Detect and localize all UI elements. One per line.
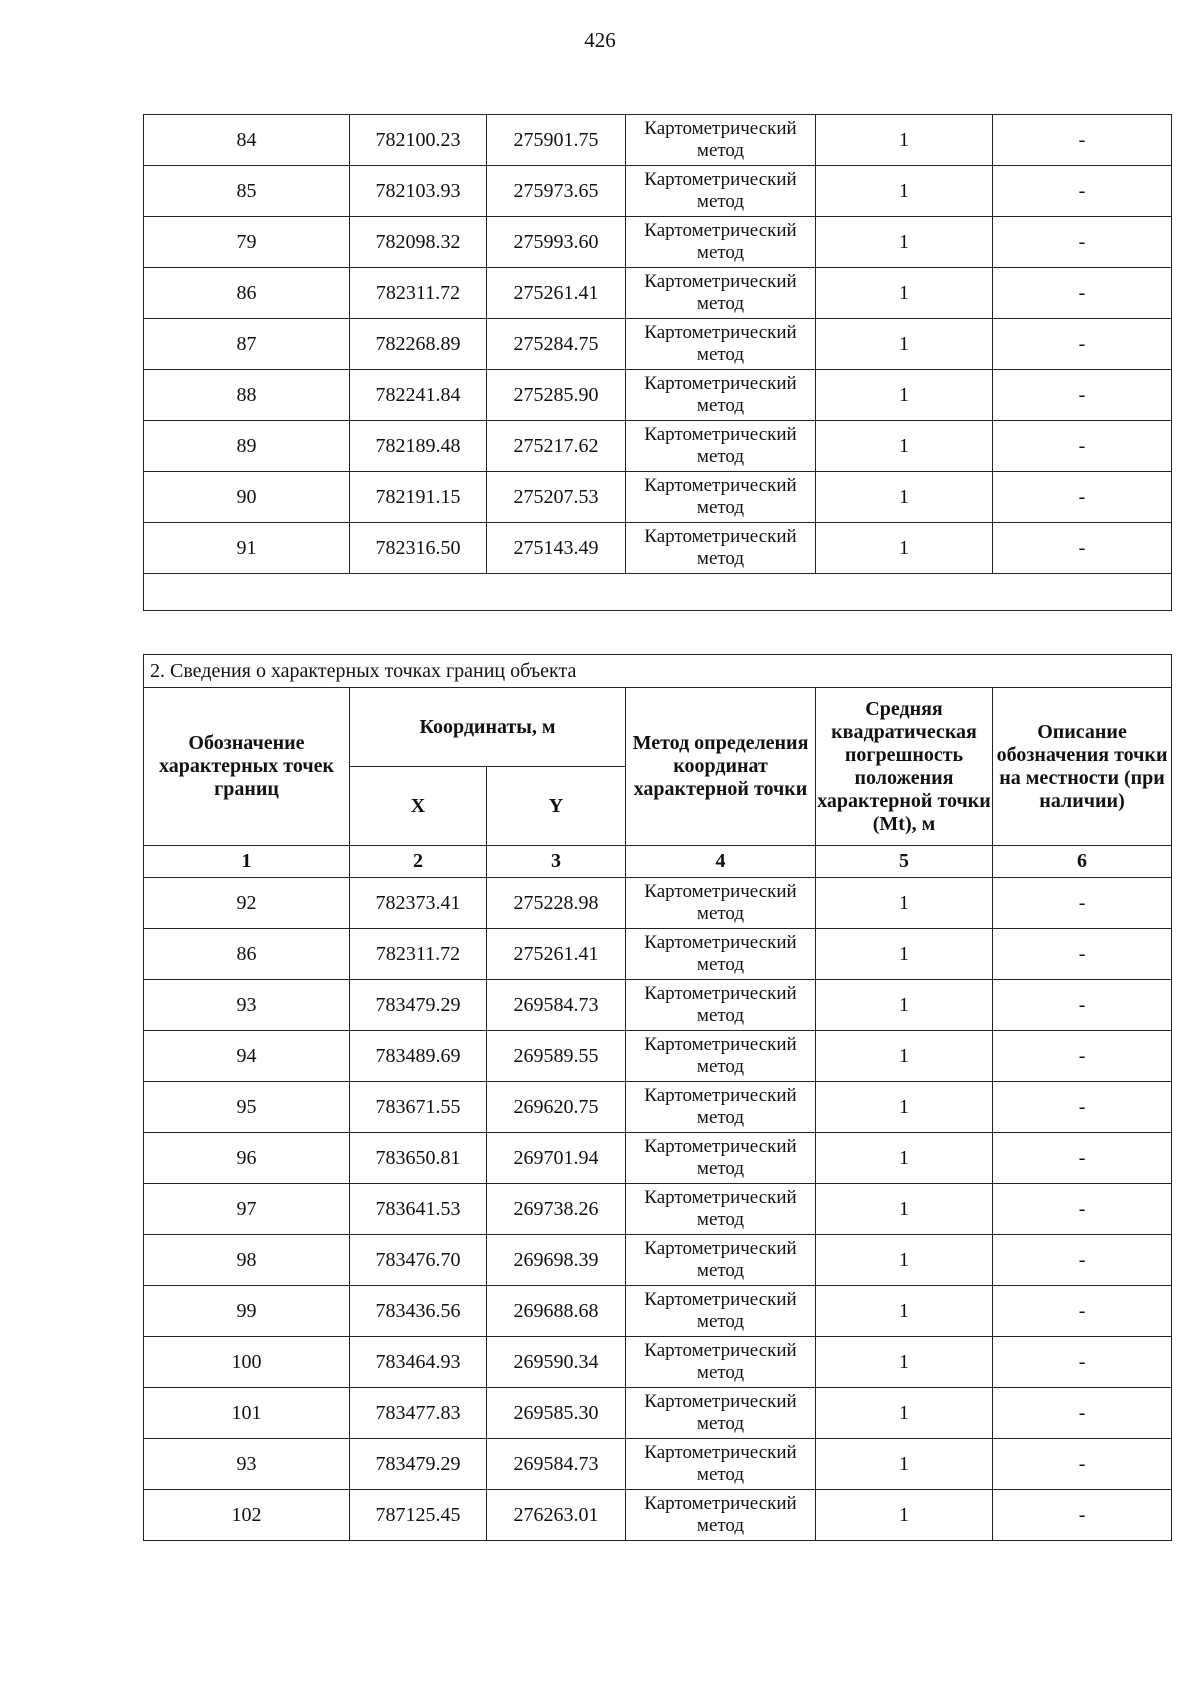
point-cell: 93 xyxy=(144,980,350,1031)
mt-cell: 1 xyxy=(816,1184,993,1235)
table-row xyxy=(144,929,1172,980)
x-cell: 782103.93 xyxy=(350,166,487,217)
method-cell xyxy=(626,1184,816,1235)
description-cell: - xyxy=(993,1286,1172,1337)
y-cell: 269701.94 xyxy=(487,1133,626,1184)
header-method: Метод определения координат характерной точки xyxy=(626,688,816,846)
method-cell xyxy=(626,1235,816,1286)
method-text: метод xyxy=(696,242,745,263)
mt-cell: 1 xyxy=(816,1286,993,1337)
column-number: 6 xyxy=(993,846,1172,878)
method-cell xyxy=(626,370,816,421)
method-text: метод xyxy=(696,497,745,518)
point-cell: 94 xyxy=(144,1031,350,1082)
y-cell: 269698.39 xyxy=(487,1235,626,1286)
method-text: Картометрический xyxy=(644,932,797,953)
method-cell xyxy=(626,1490,816,1541)
mt-cell: 1 xyxy=(816,1388,993,1439)
y-cell: 269620.75 xyxy=(487,1082,626,1133)
column-number: 1 xyxy=(144,846,350,878)
point-cell: 87 xyxy=(144,319,350,370)
mt-cell: 1 xyxy=(816,1439,993,1490)
method-cell xyxy=(626,421,816,472)
method-text: Картометрический xyxy=(644,881,797,902)
method-cell xyxy=(626,115,816,166)
point-cell: 84 xyxy=(144,115,350,166)
y-cell: 269738.26 xyxy=(487,1184,626,1235)
method-text: Картометрический xyxy=(644,322,797,343)
method-cell xyxy=(626,1337,816,1388)
mt-cell: 1 xyxy=(816,1337,993,1388)
x-cell: 783489.69 xyxy=(350,1031,487,1082)
method-text: метод xyxy=(696,1209,745,1230)
description-cell: - xyxy=(993,878,1172,929)
description-cell: - xyxy=(993,472,1172,523)
column-number: 3 xyxy=(487,846,626,878)
y-cell: 269584.73 xyxy=(487,980,626,1031)
point-cell: 101 xyxy=(144,1388,350,1439)
method-text: Картометрический xyxy=(644,1238,797,1259)
method-text: метод xyxy=(696,903,745,924)
mt-cell: 1 xyxy=(816,319,993,370)
method-cell xyxy=(626,319,816,370)
description-cell: - xyxy=(993,1490,1172,1541)
description-cell: - xyxy=(993,1133,1172,1184)
point-cell: 91 xyxy=(144,523,350,574)
description-cell: - xyxy=(993,217,1172,268)
x-cell: 782268.89 xyxy=(350,319,487,370)
table-row xyxy=(144,1082,1172,1133)
method-cell xyxy=(626,1133,816,1184)
method-cell xyxy=(626,929,816,980)
table-row xyxy=(144,472,1172,523)
description-cell: - xyxy=(993,1337,1172,1388)
y-cell: 275143.49 xyxy=(487,523,626,574)
header-point: Обозначение характерных точек границ xyxy=(144,688,350,846)
description-cell: - xyxy=(993,421,1172,472)
point-cell: 98 xyxy=(144,1235,350,1286)
method-cell xyxy=(626,980,816,1031)
method-text: метод xyxy=(696,140,745,161)
method-text: Картометрический xyxy=(644,526,797,547)
x-cell: 783477.83 xyxy=(350,1388,487,1439)
description-cell: - xyxy=(993,268,1172,319)
point-cell: 100 xyxy=(144,1337,350,1388)
point-cell: 86 xyxy=(144,929,350,980)
point-cell: 96 xyxy=(144,1133,350,1184)
y-cell: 269585.30 xyxy=(487,1388,626,1439)
mt-cell: 1 xyxy=(816,1082,993,1133)
method-cell xyxy=(626,1286,816,1337)
point-cell: 95 xyxy=(144,1082,350,1133)
method-cell xyxy=(626,166,816,217)
table-row xyxy=(144,319,1172,370)
description-cell: - xyxy=(993,980,1172,1031)
x-cell: 782241.84 xyxy=(350,370,487,421)
mt-cell: 1 xyxy=(816,1031,993,1082)
header-x: X xyxy=(350,767,487,846)
page-number: 426 xyxy=(584,28,616,52)
x-cell: 783641.53 xyxy=(350,1184,487,1235)
x-cell: 783479.29 xyxy=(350,980,487,1031)
method-cell xyxy=(626,217,816,268)
description-cell: - xyxy=(993,1439,1172,1490)
method-text: метод xyxy=(696,1260,745,1281)
mt-cell: 1 xyxy=(816,1490,993,1541)
point-cell: 97 xyxy=(144,1184,350,1235)
y-cell: 276263.01 xyxy=(487,1490,626,1541)
mt-cell: 1 xyxy=(816,166,993,217)
method-text: метод xyxy=(696,1464,745,1485)
column-number: 5 xyxy=(816,846,993,878)
description-cell: - xyxy=(993,523,1172,574)
method-text: метод xyxy=(696,1005,745,1026)
table-caption: 2. Сведения о характерных точках границ объекта xyxy=(144,655,1172,688)
method-cell xyxy=(626,1388,816,1439)
x-cell: 782100.23 xyxy=(350,115,487,166)
description-cell: - xyxy=(993,1235,1172,1286)
boundary-points-table-continued xyxy=(143,114,1172,611)
method-text: метод xyxy=(696,954,745,975)
table-row xyxy=(144,421,1172,472)
x-cell: 783650.81 xyxy=(350,1133,487,1184)
method-cell xyxy=(626,878,816,929)
x-cell: 782098.32 xyxy=(350,217,487,268)
table-row xyxy=(144,1490,1172,1541)
y-cell: 269584.73 xyxy=(487,1439,626,1490)
table-header-row xyxy=(144,688,1172,767)
table-row xyxy=(144,980,1172,1031)
mt-cell: 1 xyxy=(816,370,993,421)
method-cell xyxy=(626,1031,816,1082)
x-cell: 783436.56 xyxy=(350,1286,487,1337)
description-cell: - xyxy=(993,319,1172,370)
y-cell: 269590.34 xyxy=(487,1337,626,1388)
method-text: метод xyxy=(696,1056,745,1077)
mt-cell: 1 xyxy=(816,929,993,980)
description-cell: - xyxy=(993,1082,1172,1133)
y-cell: 275901.75 xyxy=(487,115,626,166)
method-text: метод xyxy=(696,446,745,467)
x-cell: 782373.41 xyxy=(350,878,487,929)
x-cell: 787125.45 xyxy=(350,1490,487,1541)
description-cell: - xyxy=(993,929,1172,980)
mt-cell: 1 xyxy=(816,217,993,268)
y-cell: 275285.90 xyxy=(487,370,626,421)
method-text: метод xyxy=(696,1362,745,1383)
table-body xyxy=(144,878,1172,1541)
table-empty-row xyxy=(144,574,1172,611)
method-text: Картометрический xyxy=(644,983,797,1004)
description-cell: - xyxy=(993,1031,1172,1082)
mt-cell: 1 xyxy=(816,523,993,574)
y-cell: 275261.41 xyxy=(487,929,626,980)
method-text: Картометрический xyxy=(644,169,797,190)
description-cell: - xyxy=(993,370,1172,421)
method-text: метод xyxy=(696,1515,745,1536)
point-cell: 90 xyxy=(144,472,350,523)
method-text: Картометрический xyxy=(644,1289,797,1310)
table-row xyxy=(144,370,1172,421)
mt-cell: 1 xyxy=(816,980,993,1031)
mt-cell: 1 xyxy=(816,421,993,472)
y-cell: 275217.62 xyxy=(487,421,626,472)
description-cell: - xyxy=(993,115,1172,166)
column-number: 2 xyxy=(350,846,487,878)
point-cell: 79 xyxy=(144,217,350,268)
x-cell: 782191.15 xyxy=(350,472,487,523)
method-text: Картометрический xyxy=(644,1442,797,1463)
method-text: Картометрический xyxy=(644,1085,797,1106)
table-row xyxy=(144,1184,1172,1235)
table-row xyxy=(144,1439,1172,1490)
point-cell: 93 xyxy=(144,1439,350,1490)
method-cell xyxy=(626,472,816,523)
method-text: Картометрический xyxy=(644,1391,797,1412)
method-text: Картометрический xyxy=(644,373,797,394)
x-cell: 783671.55 xyxy=(350,1082,487,1133)
y-cell: 275261.41 xyxy=(487,268,626,319)
point-cell: 89 xyxy=(144,421,350,472)
method-text: Картометрический xyxy=(644,1340,797,1361)
method-text: метод xyxy=(696,1158,745,1179)
point-cell: 99 xyxy=(144,1286,350,1337)
point-cell: 85 xyxy=(144,166,350,217)
method-text: метод xyxy=(696,548,745,569)
table-row xyxy=(144,217,1172,268)
boundary-points-table xyxy=(143,654,1172,1541)
table-row xyxy=(144,1388,1172,1439)
table-row xyxy=(144,1133,1172,1184)
table-row xyxy=(144,1337,1172,1388)
table-row xyxy=(144,166,1172,217)
x-cell: 783476.70 xyxy=(350,1235,487,1286)
method-text: Картометрический xyxy=(644,1136,797,1157)
method-text: метод xyxy=(696,1311,745,1332)
description-cell: - xyxy=(993,1388,1172,1439)
point-cell: 92 xyxy=(144,878,350,929)
mt-cell: 1 xyxy=(816,1235,993,1286)
description-cell: - xyxy=(993,1184,1172,1235)
table-caption-row xyxy=(144,655,1172,688)
method-cell xyxy=(626,1439,816,1490)
y-cell: 275228.98 xyxy=(487,878,626,929)
header-y: Y xyxy=(487,767,626,846)
table-body xyxy=(144,115,1172,574)
y-cell: 269688.68 xyxy=(487,1286,626,1337)
method-text: метод xyxy=(696,191,745,212)
mt-cell: 1 xyxy=(816,115,993,166)
mt-cell: 1 xyxy=(816,878,993,929)
table-row xyxy=(144,1235,1172,1286)
header-description: Описание обозначения точки на местности (при наличии) xyxy=(993,688,1172,846)
column-number: 4 xyxy=(626,846,816,878)
method-cell xyxy=(626,1082,816,1133)
x-cell: 782311.72 xyxy=(350,929,487,980)
method-text: метод xyxy=(696,395,745,416)
x-cell: 782316.50 xyxy=(350,523,487,574)
mt-cell: 1 xyxy=(816,472,993,523)
header-coordinates: Координаты, м xyxy=(350,688,626,767)
point-cell: 88 xyxy=(144,370,350,421)
method-cell xyxy=(626,268,816,319)
description-cell: - xyxy=(993,166,1172,217)
method-text: Картометрический xyxy=(644,220,797,241)
method-text: Картометрический xyxy=(644,271,797,292)
table-row xyxy=(144,268,1172,319)
y-cell: 275284.75 xyxy=(487,319,626,370)
x-cell: 782189.48 xyxy=(350,421,487,472)
header-mt: Средняя квадратическая погрешность положения характерной точки (Mt), м xyxy=(816,688,993,846)
method-text: метод xyxy=(696,1413,745,1434)
table-row xyxy=(144,523,1172,574)
method-text: Картометрический xyxy=(644,1493,797,1514)
mt-cell: 1 xyxy=(816,268,993,319)
method-text: Картометрический xyxy=(644,424,797,445)
x-cell: 783479.29 xyxy=(350,1439,487,1490)
method-text: метод xyxy=(696,344,745,365)
table-row xyxy=(144,115,1172,166)
column-numbers-row xyxy=(144,846,1172,878)
mt-cell: 1 xyxy=(816,1133,993,1184)
method-text: метод xyxy=(696,1107,745,1128)
point-cell: 102 xyxy=(144,1490,350,1541)
method-text: Картометрический xyxy=(644,1034,797,1055)
table-row xyxy=(144,1031,1172,1082)
point-cell: 86 xyxy=(144,268,350,319)
y-cell: 275973.65 xyxy=(487,166,626,217)
method-text: Картометрический xyxy=(644,475,797,496)
method-text: Картометрический xyxy=(644,118,797,139)
y-cell: 269589.55 xyxy=(487,1031,626,1082)
table-row xyxy=(144,878,1172,929)
x-cell: 782311.72 xyxy=(350,268,487,319)
y-cell: 275207.53 xyxy=(487,472,626,523)
method-text: Картометрический xyxy=(644,1187,797,1208)
method-text: метод xyxy=(696,293,745,314)
y-cell: 275993.60 xyxy=(487,217,626,268)
method-cell xyxy=(626,523,816,574)
x-cell: 783464.93 xyxy=(350,1337,487,1388)
table-row xyxy=(144,1286,1172,1337)
